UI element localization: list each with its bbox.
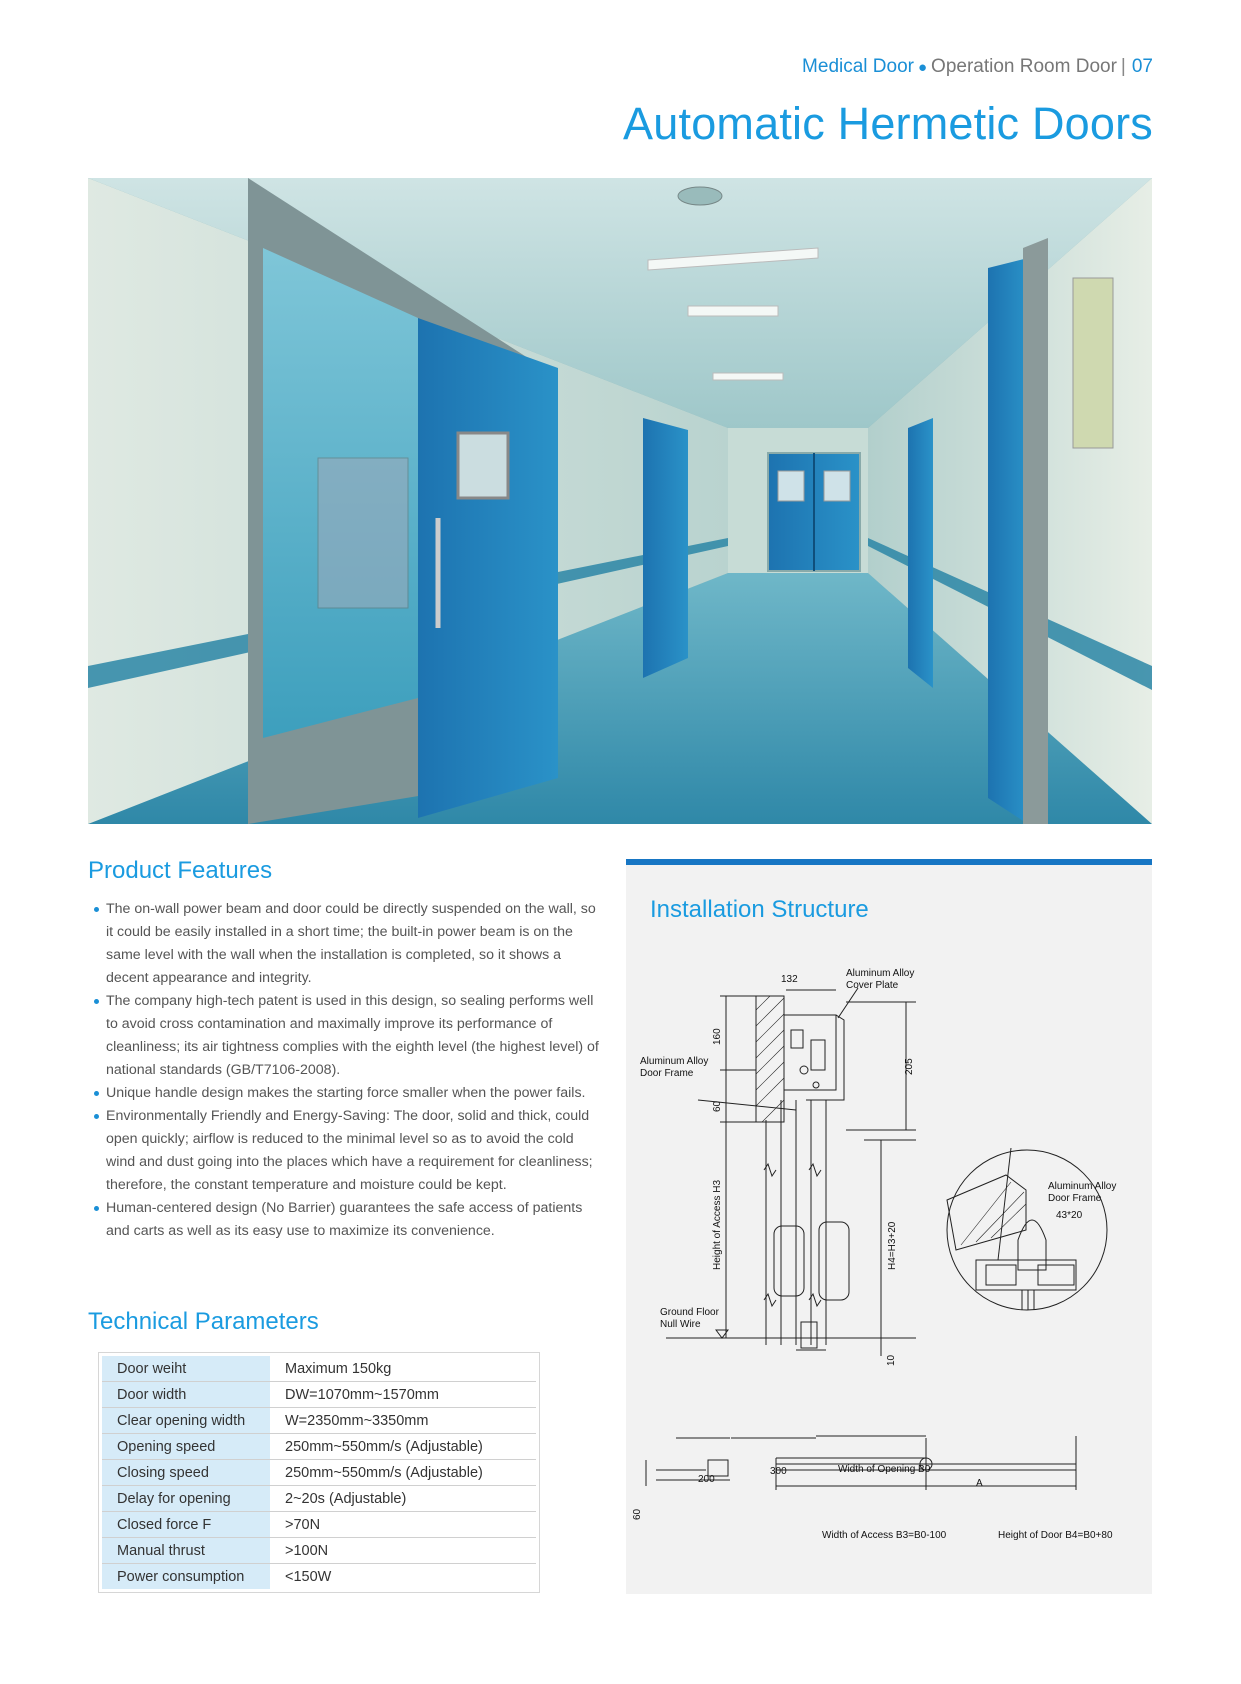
param-key: Door width: [102, 1382, 270, 1408]
param-key: Manual thrust: [102, 1538, 270, 1564]
detail-frame-label: Aluminum Alloy: [1048, 1181, 1117, 1192]
list-item: Unique handle design makes the starting force smaller when the power fails.: [92, 1082, 602, 1105]
parameters-table: [98, 1352, 540, 1593]
cover-plate-label: Aluminum Alloy: [846, 968, 915, 979]
dim-160-label: 160: [712, 1028, 723, 1045]
features-list: [92, 898, 602, 1243]
param-value: >100N: [270, 1538, 536, 1564]
ground-floor-label: Ground Floor: [660, 1307, 719, 1318]
param-key: Power consumption: [102, 1564, 270, 1590]
features-title: Product Features: [88, 857, 273, 884]
param-key: Opening speed: [102, 1434, 270, 1460]
corridor-illustration: [88, 178, 1152, 824]
table-row: [102, 1382, 536, 1408]
marker-a-label: A: [976, 1478, 983, 1489]
installation-drawing: [626, 960, 1152, 1560]
door-frame-label: Aluminum Alloy: [640, 1056, 709, 1067]
param-value: Maximum 150kg: [270, 1356, 536, 1382]
height-door-label: Height of Door B4=B0+80: [998, 1530, 1113, 1541]
installation-title: Installation Structure: [650, 896, 869, 923]
param-value: <150W: [285, 1568, 332, 1585]
dim-205-label: 205: [904, 1058, 915, 1075]
dim-300-label: 300: [770, 1466, 787, 1477]
table-row: [102, 1460, 536, 1486]
table-row: [102, 1408, 536, 1434]
table-row: [102, 1512, 536, 1538]
table-row: [102, 1564, 536, 1590]
h4-label: H4=H3+20: [887, 1221, 898, 1270]
table-row: [102, 1434, 536, 1460]
param-value: 250mm~550mm/s (Adjustable): [270, 1434, 536, 1460]
table-row: [102, 1538, 536, 1564]
separator-dot-icon: ●: [917, 59, 928, 76]
param-key: Closed force F: [102, 1512, 270, 1538]
list-item: The company high-tech patent is used in this design, so sealing performs well to avoid cross contamination and maximally improve its performance of cleanliness; its air tightness complies with the eighth level (the highest level) of national standards (GB/T7106-2008).: [92, 990, 602, 1082]
param-key: Clear opening width: [102, 1408, 270, 1434]
parameters-title: Technical Parameters: [88, 1308, 319, 1335]
header-breadcrumb: [802, 56, 1153, 78]
dim-60b-label: 60: [632, 1508, 643, 1520]
table-row: [102, 1486, 536, 1512]
dim-200-label: 200: [698, 1474, 715, 1485]
page-number: 07: [1131, 56, 1153, 77]
door-frame-label-2: Door Frame: [640, 1068, 694, 1079]
dim-132-label: 132: [781, 974, 798, 985]
subcategory-label: Operation Room Door: [931, 56, 1117, 77]
dim-60-label: 60: [712, 1100, 723, 1112]
list-item: Human-centered design (No Barrier) guarantees the safe access of patients and carts as well as its easy use to maximize its convenience.: [92, 1197, 602, 1243]
param-value: W=2350mm~3350mm: [270, 1408, 536, 1434]
detail-dim-label: 43*20: [1056, 1210, 1083, 1221]
dim-10-label: 10: [886, 1354, 897, 1366]
null-wire-label: Null Wire: [660, 1319, 701, 1330]
param-value: DW=1070mm~1570mm: [270, 1382, 536, 1408]
width-opening-label: Width of Opening B0: [838, 1464, 931, 1475]
installation-accent-bar: [626, 859, 1152, 865]
list-item: Environmentally Friendly and Energy-Saving: The door, solid and thick, could open quickly; airflow is reduced to the minimal level so as to avoid the cold wind and dust going into the places which have a requirement for cleanliness; therefore, the constant temperature and moisture could be kept.: [92, 1105, 602, 1197]
width-access-label: Width of Access B3=B0-100: [822, 1530, 947, 1541]
param-value: 250mm~550mm/s (Adjustable): [270, 1460, 536, 1486]
param-value: >70N: [270, 1512, 536, 1538]
cover-plate-label-2: Cover Plate: [846, 980, 899, 991]
list-item: The on-wall power beam and door could be directly suspended on the wall, so it could be easily installed in a short time; the built-in power beam is on the same level with the wall when the installation is completed, so it shows a decent appearance and integrity.: [92, 898, 602, 990]
hero-photo: [88, 178, 1152, 824]
category-label: Medical Door: [802, 56, 914, 77]
separator-bar: |: [1120, 56, 1126, 77]
param-key: Delay for opening: [102, 1486, 270, 1512]
param-value: 2~20s (Adjustable): [270, 1486, 536, 1512]
param-key: Door weiht: [102, 1356, 270, 1382]
detail-frame-label-2: Door Frame: [1048, 1193, 1102, 1204]
table-row: [102, 1356, 536, 1382]
param-key: Closing speed: [102, 1460, 270, 1486]
page-title: Automatic Hermetic Doors: [623, 98, 1153, 149]
access-height-label: Height of Access H3: [712, 1179, 723, 1270]
